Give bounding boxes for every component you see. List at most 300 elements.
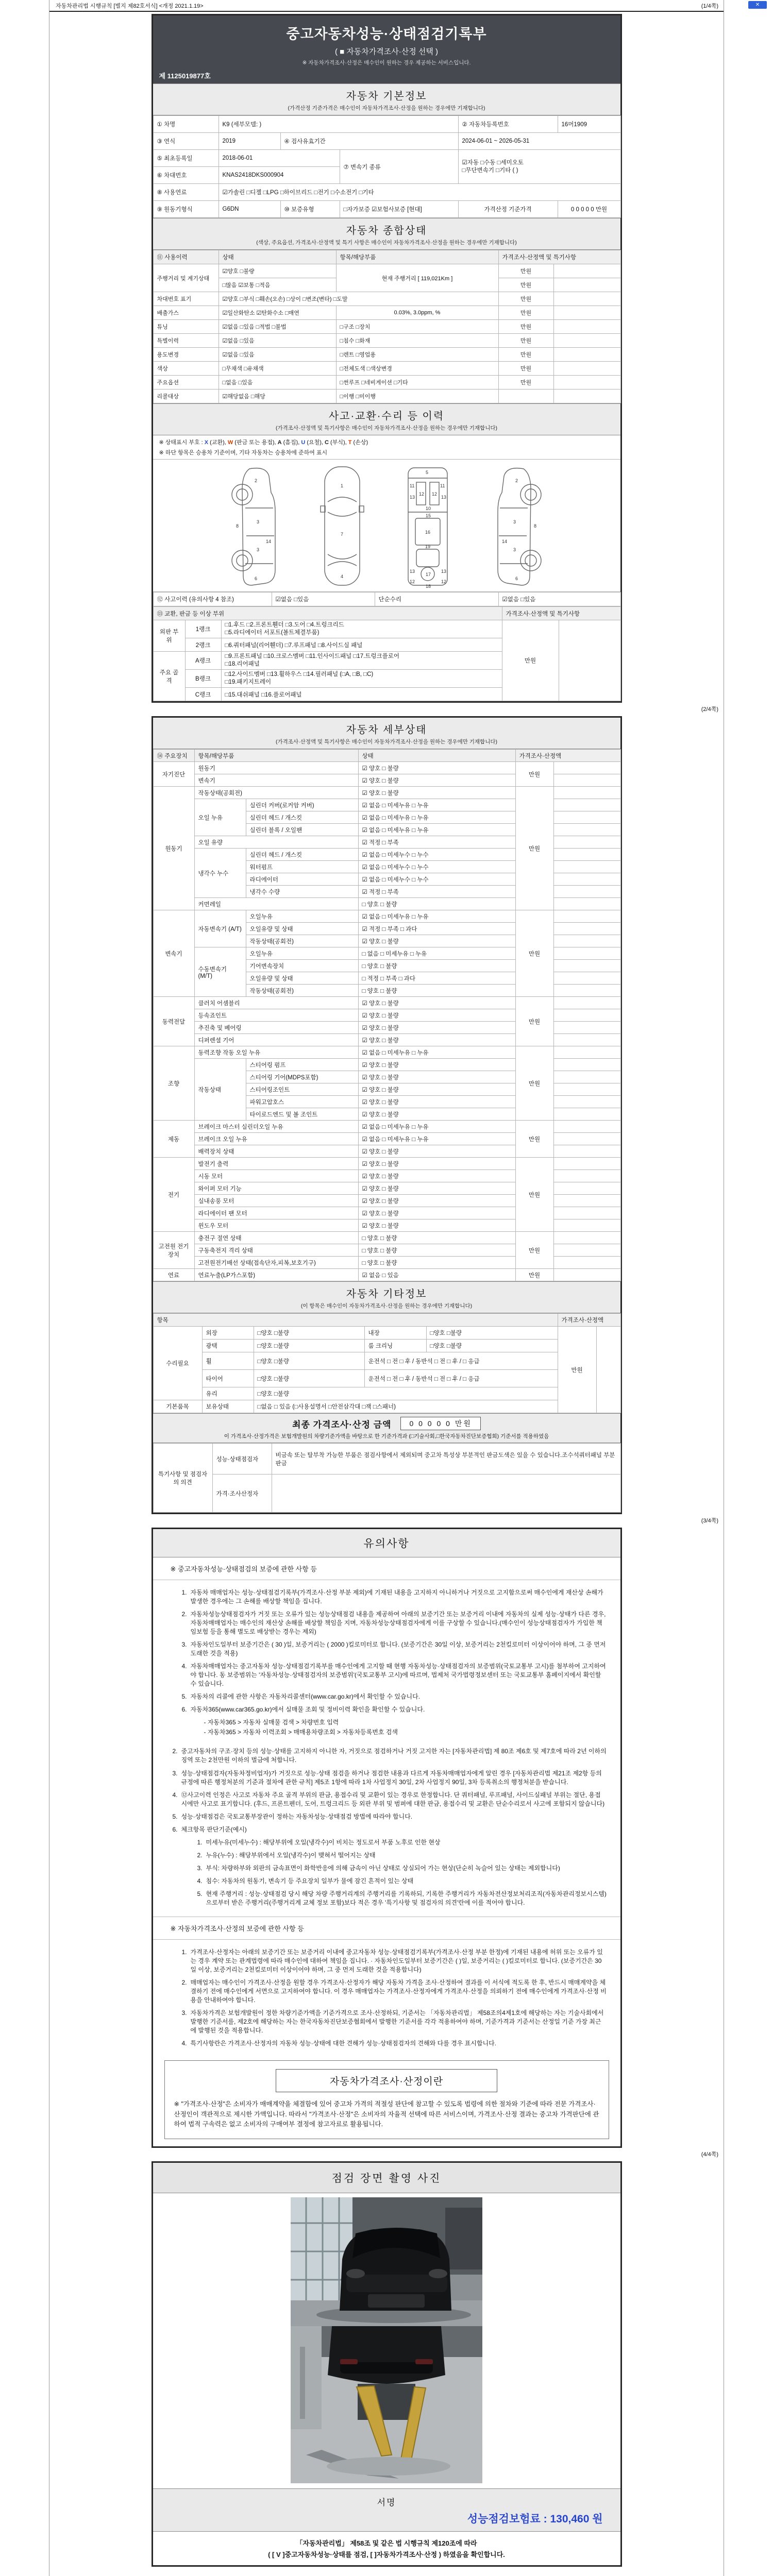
note-cell bbox=[553, 1121, 620, 1133]
notice-item: 5. 현재 주행거리 : 성능·상태점검 당시 해당 차량 주행거리계의 주행거리를 기록하되, 기록한 주행거리가 자동차전산정보처리조직(자동차관리정보시스템)으로부터 받은 주행거리(주행거리계 교체 정보 포함)보다 적은 경우 '특기사항 및 점검자의 의견'란에 이를 적어야 합니다. bbox=[197, 1890, 607, 1906]
note-cell bbox=[553, 1207, 620, 1219]
device-item-label: 냉각수 수량 bbox=[246, 886, 358, 898]
device-status-checkboxes: ☑ 양호 □ 불량 bbox=[358, 1059, 515, 1071]
inspection-photos bbox=[153, 2193, 620, 2485]
etc-info-table bbox=[153, 1313, 621, 1413]
legend-t: T bbox=[348, 439, 352, 446]
basic-subtitle: (가격산정 기준가격은 매수인이 자동차가격조사·산정을 원하는 경우에만 기재합니다) bbox=[288, 105, 485, 111]
device-item-label: 충전구 절연 상태 bbox=[194, 1232, 358, 1244]
note-cell bbox=[553, 1232, 620, 1244]
row-label: 주행거리 및 계기상태 bbox=[153, 264, 219, 292]
note-cell bbox=[553, 985, 620, 997]
transmission-line2: □무단변속기 □기타 ( ) bbox=[462, 167, 518, 174]
detail-section-header bbox=[153, 718, 620, 749]
device-status-checkboxes: ☑ 없음 □ 미세누유 □ 누유 bbox=[358, 811, 515, 824]
svg-text:12: 12 bbox=[441, 579, 447, 584]
price-cell: 만원 bbox=[515, 1232, 553, 1269]
price-cell: 만원 bbox=[515, 787, 553, 910]
col-header: 항목 bbox=[153, 1314, 558, 1327]
inspection-photo-front bbox=[291, 2197, 482, 2326]
device-item-label: 라디에이터 팬 모터 bbox=[194, 1207, 358, 1219]
svg-text:6: 6 bbox=[255, 576, 258, 581]
item-label: 외장 bbox=[202, 1327, 254, 1340]
row-label: 색상 bbox=[153, 362, 219, 376]
notice-list-1 bbox=[153, 1580, 620, 1743]
transmission-line1: ☑자동 □수동 □세미오토 bbox=[462, 159, 524, 166]
appraiser-opinion-text bbox=[272, 1475, 620, 1513]
field-label: ④ 검사유효기간 bbox=[280, 133, 458, 150]
note-cell bbox=[553, 389, 620, 403]
overall-state-table bbox=[153, 250, 621, 403]
notice-item: 3. 자동차가격은 보험개발원이 정한 차량기준가액을 기준가격으로 조사·산정하되, 기준서는 「자동차관리법」 제58조의4제1호에 해당하는 자는 기술사회에서 발행한 기준서를, 제2호에 해당하는 자는 한국자동차진단보증협회에서 발행한 기준서를 각각 적용하여야 하며, 기준가격과 기준서는 산정일 기준 가장 최근에 발행된 것을 적용합니다. bbox=[181, 2009, 604, 2035]
detail-state-table bbox=[153, 749, 621, 1281]
state-checkboxes: □많음 ☑보통 □적음 bbox=[219, 278, 336, 292]
col-header: 상태 bbox=[358, 750, 515, 762]
tire-position-checkboxes: 운전석 □ 전 □ 후 / 동반석 □ 전 □ 후 / □ 응급 bbox=[364, 1370, 558, 1387]
device-status-checkboxes: □ 없음 □ 미세누유 □ 누유 bbox=[358, 947, 515, 960]
legend-c: C bbox=[325, 439, 329, 446]
device-item-label: 실린더 커버(로커암 커버) bbox=[246, 799, 358, 811]
device-status-checkboxes: □ 양호 □ 불량 bbox=[358, 960, 515, 972]
repair-group-label: 수리필요 bbox=[153, 1327, 202, 1400]
field-label: ⑦ 변속기 종류 bbox=[340, 150, 458, 184]
rank-items-line: □12.사이드멤버 □13.휠하우스 □14.필러패널 (□A, □B, □C) bbox=[225, 671, 374, 677]
device-status-checkboxes: □ 양호 □ 불량 bbox=[358, 898, 515, 910]
basic-title: 자동차 기본정보 bbox=[346, 91, 427, 102]
note-cell bbox=[553, 1269, 620, 1281]
legend-prefix: ※ 상태표시 부호 : bbox=[159, 439, 205, 446]
transmission-checkboxes bbox=[458, 150, 620, 184]
state-checkboxes: ☑일산화탄소 ☑탄화수소 □매연 bbox=[219, 306, 336, 320]
device-group-label: 고전원 전기장치 bbox=[153, 1232, 194, 1269]
row-label: 용도변경 bbox=[153, 348, 219, 362]
device-status-checkboxes: □ 양호 □ 불량 bbox=[358, 1232, 515, 1244]
device-item-label: 디퍼렌셜 기어 bbox=[194, 1034, 358, 1046]
notice-item: 3. 자동차인도일부터 보증기간은 ( 30 )일, 보증거리는 ( 2000 )킬로미터로 합니다. (보증기간은 30일 이상, 보증거리는 2천킬로미터 이상이어야 하며, 그 중 먼저 도래한 것을 적용) bbox=[181, 1641, 606, 1657]
plate-number-value: 16머1909 bbox=[558, 116, 620, 133]
state-checkboxes: □양호 □불량 bbox=[254, 1327, 364, 1340]
device-status-checkboxes: ☑ 양호 □ 불량 bbox=[358, 1083, 515, 1096]
item-checkboxes: □썬루프 □네비게이션 □기타 bbox=[336, 376, 498, 389]
device-item-label: 실내송풍 모터 bbox=[194, 1195, 358, 1207]
item-checkboxes: □이행 □미이행 bbox=[336, 389, 498, 403]
notice-item: 4. ⑫사고이력 인정은 사고로 자동차 주요 골격 부위의 판금, 용접수리 및 교환이 있는 경우로 한정합니다. 단 쿼터패널, 루프패널, 사이드실패널 부위는 절단, 용접 시에만 사고로 표기합니다. (후드, 프론트펜더, 도어, 트렁크리드 등 외판 부위 및 범퍼에 대한 판금, 용접수리 및 교환은 단순수리로서 사고에 포함되지 않습니다) bbox=[172, 1791, 605, 1807]
device-subgroup-label: 작동상태 bbox=[194, 1059, 246, 1121]
device-status-checkboxes: □ 양호 □ 불량 bbox=[358, 985, 515, 997]
document-number: 제 1125019877호 bbox=[159, 72, 211, 80]
car-side-right-view bbox=[488, 463, 543, 589]
document-viewer bbox=[49, 0, 724, 2576]
vin-value: KNAS2418DKS000904 bbox=[219, 167, 340, 184]
note-cell bbox=[553, 811, 620, 824]
price-cell: 만원 bbox=[498, 320, 553, 334]
basic-section-header bbox=[153, 83, 620, 115]
detail-title: 자동차 세부상태 bbox=[346, 724, 427, 736]
legend-a-desc: (흠집), bbox=[281, 439, 301, 446]
title-band bbox=[153, 15, 620, 83]
device-status-checkboxes: ☑ 양호 □ 불량 bbox=[358, 1182, 515, 1195]
device-status-checkboxes: ☑ 양호 □ 불량 bbox=[358, 1219, 515, 1232]
rank-items-line: □19.패키지트레이 bbox=[225, 679, 272, 685]
confirmation-line1: 「자동차관리법」 제58조 및 같은 법 시행규칙 제120조에 따라 bbox=[296, 2539, 477, 2548]
device-status-checkboxes: ☑ 적정 □ 부족 □ 과다 bbox=[358, 923, 515, 935]
legend-u-desc: (요철), bbox=[305, 439, 325, 446]
rank-items: □6.쿼터패널(리어휀더) □7.루프패널 □8.사이드실 패널 bbox=[221, 638, 502, 652]
svg-text:2: 2 bbox=[255, 478, 258, 483]
emission-values: 0.03%, 3.0ppm, % bbox=[336, 306, 498, 320]
svg-text:19: 19 bbox=[425, 544, 431, 549]
device-status-checkboxes: ☑ 양호 □ 불량 bbox=[358, 1034, 515, 1046]
device-status-checkboxes: ☑ 없음 □ 미세누유 □ 누유 bbox=[358, 1121, 515, 1133]
legend-t-desc: (손상) bbox=[351, 439, 368, 446]
price-cell: 만원 bbox=[498, 362, 553, 376]
device-status-checkboxes: ☑ 양호 □ 불량 bbox=[358, 774, 515, 787]
overall-title: 자동차 종합상태 bbox=[346, 225, 427, 236]
col-header: 가격조사·산정액 bbox=[515, 750, 620, 762]
final-price-value: 0 0 0 0 0 만원 bbox=[400, 1417, 480, 1430]
rank-items bbox=[221, 652, 502, 670]
q13-label: ⑬ 교환, 판금 등 이상 부위 bbox=[153, 607, 502, 620]
note-cell bbox=[553, 1170, 620, 1182]
form-meta-bar bbox=[49, 0, 724, 12]
note-cell bbox=[596, 1327, 620, 1413]
appraisal-definition-title: 자동차가격조사·산정이란 bbox=[276, 2069, 497, 2092]
notice-item: 4. 침수: 자동차의 원동기, 변속기 등 주요장치 일부가 물에 잠긴 흔적이 있는 상태 bbox=[197, 1877, 414, 1885]
price-cell bbox=[498, 389, 553, 403]
final-price-band bbox=[153, 1413, 620, 1443]
page-marker-4: (4/4쪽) bbox=[701, 2151, 718, 2158]
legend-w: W bbox=[227, 439, 233, 446]
device-status-checkboxes: ☑ 양호 □ 불량 bbox=[358, 1195, 515, 1207]
price-cell: 만원 bbox=[498, 376, 553, 389]
note-cell bbox=[553, 898, 620, 910]
device-item-label: 오일누유 bbox=[246, 947, 358, 960]
price-cell: 만원 bbox=[502, 620, 559, 701]
device-item-label: 작동상태(공회전) bbox=[194, 787, 358, 799]
col-header: 항목/해당부품 bbox=[336, 250, 498, 264]
notice-item: 1. 자동차 매매업자는 성능·상태점검기록부(가격조사·산정 부분 제외)에 기재된 내용을 고지하지 아니하거나 거짓으로 고지함으로써 매수인에게 재산상 손해가 발생한 경우에는 그 손해를 배상할 책임을 집니다. bbox=[181, 1589, 603, 1605]
device-item-label: 등속죠인트 bbox=[194, 1009, 358, 1022]
device-item-label: 구동축전지 격리 상태 bbox=[194, 1244, 358, 1257]
device-status-checkboxes: ☑ 없음 □ 미세누유 □ 누유 bbox=[358, 799, 515, 811]
price-cell: 만원 bbox=[515, 1046, 553, 1121]
notice-item: 5. 성능·상태점검은 국토교통부장관이 정하는 자동차성능·상태점검 방법에 따라야 합니다. bbox=[172, 1812, 413, 1820]
col-header: ⑭ 주요장치 bbox=[153, 750, 194, 762]
state-checkboxes: ☑양호 □부식 □훼손(오손) □상이 □변조(변타) □도말 bbox=[219, 292, 498, 306]
page-2 bbox=[152, 716, 622, 1514]
device-item-label: 작동상태(공회전) bbox=[246, 935, 358, 947]
page-4 bbox=[152, 2161, 622, 2566]
price-cell: 만원 bbox=[498, 306, 553, 320]
svg-text:4: 4 bbox=[341, 574, 344, 579]
device-item-label: 와이퍼 모터 기능 bbox=[194, 1182, 358, 1195]
simple-repair-checkboxes: ☑없음 □있음 bbox=[498, 592, 620, 606]
device-status-checkboxes: ☑ 없음 □ 미세누수 □ 누수 bbox=[358, 873, 515, 886]
row-label: 주요옵션 bbox=[153, 376, 219, 389]
device-item-label: 추진축 및 베어링 bbox=[194, 1022, 358, 1034]
rank-items bbox=[221, 670, 502, 688]
device-item-label: 브레이크 오일 누유 bbox=[194, 1133, 358, 1145]
appraisal-definition-text: ※ "가격조사·산정"은 소비자가 매매계약을 체결함에 있어 중고차 가격의 적절성 판단에 참고할 수 있도록 법령에 의한 절차와 기준에 따라 전문 가격조사·산정인이 객관적으로 제시한 가액입니다. 따라서 "가격조사·산정"은 소비자의 자율적 선택에 따른 서비스이며, 가격조사·산정 결과는 중고차 가격판단에 관하여 법적 구속력은 없고 소비자의 구매여부 결정에 참고자료로 활용됩니다. bbox=[174, 2100, 599, 2128]
col-header: 항목/해당부품 bbox=[194, 750, 358, 762]
device-item-label: 고전원전기배선 상태(접속단자,피복,보호기구) bbox=[194, 1257, 358, 1269]
note-cell bbox=[553, 910, 620, 923]
device-status-checkboxes: ☑ 양호 □ 불량 bbox=[358, 1071, 515, 1083]
item-label: 휠 bbox=[202, 1352, 254, 1370]
item-checkboxes: □렌트 □영업용 bbox=[336, 348, 498, 362]
overall-subtitle: (색상, 주요옵션, 가격조사·산정액 및 특기 사항은 매수인이 자동차가격조사·산정을 원하는 경우에만 기재합니다) bbox=[256, 240, 517, 246]
etc-title: 자동차 기타정보 bbox=[346, 1289, 427, 1300]
inspection-photo-rear-lift bbox=[291, 2326, 482, 2483]
car-side-left-view bbox=[230, 463, 285, 589]
base-price-value: 0 0 0 0 0 만원 bbox=[558, 201, 620, 218]
wheel-position-checkboxes: 운전석 □ 전 □ 후 / 동반석 □ 전 □ 후 / □ 응급 bbox=[364, 1352, 558, 1370]
item-label: 광택 bbox=[202, 1340, 254, 1352]
note-cell bbox=[553, 1244, 620, 1257]
notice-item: 3. 성능·상태점검자(자동차정비업자)가 거짓으로 성능·상태 점검을 하거나 점검한 내용과 다르게 자동차매매업자에게 알린 경우 [자동차관리법 제21조 제2항 등의 규정에 따른 행정처분의 기준과 절차에 관한 규칙] 제5조 1항에 따라 1차 사업정지 30일, 2차 사업정지 90일, 3차 등록취소의 행정처분을 받습니다. bbox=[172, 1769, 602, 1786]
field-label: ⑩ 보증유형 bbox=[280, 201, 340, 218]
device-item-label: 배력장치 상태 bbox=[194, 1145, 358, 1158]
device-item-label: 스티어링조인트 bbox=[246, 1083, 358, 1096]
group-outer-label: 외판 부위 bbox=[153, 620, 185, 652]
notice-item: - 자동차365 > 자동차 이력조회 > 매매용차량조회 > 자동차등록번호 검색 bbox=[204, 1728, 398, 1736]
note-cell bbox=[553, 762, 620, 774]
note-cell bbox=[553, 334, 620, 348]
price-cell: 만원 bbox=[515, 1158, 553, 1232]
device-item-label: 실린더 헤드 / 개스킷 bbox=[246, 811, 358, 824]
price-cell: 만원 bbox=[515, 1269, 553, 1281]
device-status-checkboxes: ☑ 양호 □ 불량 bbox=[358, 1096, 515, 1108]
accident-title: 사고·교환·수리 등 이력 bbox=[328, 411, 445, 422]
item-label: 보유상태 bbox=[202, 1400, 254, 1413]
device-group-label: 연료 bbox=[153, 1269, 194, 1281]
field-label: ⑧ 사용연료 bbox=[153, 184, 219, 201]
note-cell bbox=[553, 972, 620, 985]
note-cell bbox=[553, 362, 620, 376]
state-checkboxes: □양호 □불량 bbox=[254, 1387, 558, 1400]
device-item-label: 브레이크 마스터 실린더오일 누유 bbox=[194, 1121, 358, 1133]
state-checkboxes: □양호 □불량 bbox=[254, 1370, 364, 1387]
device-status-checkboxes: □ 양호 □ 불량 bbox=[358, 1257, 515, 1269]
confirmation-line2: ( [ V ]중고자동차성능·상태를 점검, [ ]자동차가격조사·산정 ) 하였음을 확인합니다. bbox=[268, 2551, 505, 2559]
item-checkboxes: □침수 □화재 bbox=[336, 334, 498, 348]
device-status-checkboxes: ☑ 양호 □ 불량 bbox=[358, 1108, 515, 1121]
device-status-checkboxes: ☑ 양호 □ 불량 bbox=[358, 762, 515, 774]
price-cell: 만원 bbox=[515, 997, 553, 1046]
legend-c-desc: (부식), bbox=[328, 439, 348, 446]
note-cell bbox=[553, 1133, 620, 1145]
rank-items-line: □5.라디에이터 서포트(볼트체결부품) bbox=[225, 630, 320, 636]
note-cell bbox=[553, 1219, 620, 1232]
note-cell bbox=[553, 1108, 620, 1121]
svg-text:3: 3 bbox=[257, 547, 260, 552]
device-item-label: 오일누유 bbox=[246, 910, 358, 923]
legend-note2: ※ 하단 항목은 승용차 기준이며, 기타 자동차는 승용차에 준하여 표시 bbox=[159, 450, 328, 456]
price-cell: 만원 bbox=[498, 278, 553, 292]
notice-list-2 bbox=[153, 1747, 620, 1916]
note-cell bbox=[553, 1195, 620, 1207]
svg-text:17: 17 bbox=[426, 572, 431, 577]
note-cell bbox=[553, 320, 620, 334]
device-group-label: 제동 bbox=[153, 1121, 194, 1158]
page-1 bbox=[152, 14, 622, 703]
first-registration-value: 2018-06-01 bbox=[219, 150, 340, 167]
note-cell bbox=[553, 1257, 620, 1269]
field-label: ② 자동차등록번호 bbox=[458, 116, 558, 133]
svg-text:10: 10 bbox=[426, 506, 431, 511]
state-checkboxes: ☑양호 □불량 bbox=[219, 264, 336, 278]
state-checkboxes: ☑없음 □있음 bbox=[219, 348, 336, 362]
device-status-checkboxes: ☑ 없음 □ 있음 bbox=[358, 1269, 515, 1281]
legend-u: U bbox=[301, 439, 306, 446]
notice-item: 6. 자동차365(www.car365.go.kr)에서 실매물 조회 및 정비이력 확인을 확인할 수 있습니다. bbox=[181, 1706, 425, 1714]
device-status-checkboxes: ☑ 없음 □ 미세누유 □ 누유 bbox=[358, 824, 515, 836]
etc-subtitle: (이 항목은 매수인이 자동차가격조사·산정을 원하는 경우에만 기재합니다) bbox=[300, 1303, 473, 1309]
svg-text:11: 11 bbox=[410, 483, 415, 488]
legend-w-desc: (판금 또는 용접), bbox=[233, 439, 278, 446]
price-cell: 만원 bbox=[515, 762, 553, 787]
appraiser-label: 가격·조사산정자 bbox=[212, 1475, 272, 1513]
inspector-opinion-text: 비금속 또는 탈부착 가능한 부품은 점검사항에서 제외되며 중고차 특성상 부분적인 판금도색은 있을 수 있습니다.조수석쿼터패널 부분판금 bbox=[272, 1444, 620, 1475]
final-price-note: 이 가격조사·산정가격은 보험개발원의 차량기준가액을 바탕으로 한 기준가격과 (□기술사회,□한국자동차진단보증협회) 기준서를 적용하였음 bbox=[224, 1433, 549, 1439]
state-checkboxes: □양호 □불량 bbox=[426, 1327, 558, 1340]
notice-item: 3. 부식: 차량하부와 외판의 금속표면이 화학반응에 의해 금속이 아닌 상태로 상실되어 가는 현상(단순히 녹슬어 있는 상태는 제외합니다) bbox=[197, 1864, 560, 1872]
device-item-label: 실린더 헤드 / 개스킷 bbox=[246, 849, 358, 861]
signature-title: 서명 bbox=[377, 2498, 396, 2508]
svg-text:6: 6 bbox=[515, 576, 518, 581]
rank-label: A랭크 bbox=[185, 652, 221, 670]
notice-item: 6. 체크항목 판단기준(예시) bbox=[172, 1825, 247, 1833]
price-cell: 만원 bbox=[498, 348, 553, 362]
page-marker-3: (3/4쪽) bbox=[701, 1518, 718, 1524]
note-cell bbox=[553, 774, 620, 787]
rank-label: 2랭크 bbox=[185, 638, 221, 652]
svg-text:5: 5 bbox=[426, 470, 429, 475]
price-cell: 만원 bbox=[558, 1327, 596, 1413]
device-item-label: 변속기 bbox=[194, 774, 358, 787]
page-3 bbox=[152, 1528, 622, 2148]
item-checkboxes: □전체도색 □색상변경 bbox=[336, 362, 498, 376]
device-item-label: 오일유량 및 상태 bbox=[246, 972, 358, 985]
title-note: ※ 자동차가격조사·산정은 매수인이 원하는 경우 제공하는 서비스입니다. bbox=[302, 60, 471, 66]
item-label: 타이어 bbox=[202, 1370, 254, 1387]
state-checkboxes: □양호 □불량 bbox=[254, 1352, 364, 1370]
price-cell: 만원 bbox=[515, 910, 553, 997]
notice-item: - 자동차365 > 자동차 실매물 검색 > 차량번호 입력 bbox=[204, 1719, 339, 1726]
final-price-label: 최종 가격조사·산정 금액 bbox=[292, 1419, 392, 1430]
device-item-label: 동력조향 작동 오일 누유 bbox=[194, 1046, 358, 1059]
device-status-checkboxes: ☑ 없음 □ 미세누유 □ 누유 bbox=[358, 1133, 515, 1145]
device-group-label: 원동기 bbox=[153, 787, 194, 910]
note-cell bbox=[553, 1145, 620, 1158]
device-item-label: 오일 유량 bbox=[194, 836, 358, 849]
note-cell bbox=[553, 1071, 620, 1083]
field-label: ③ 연식 bbox=[153, 133, 219, 150]
note-cell bbox=[553, 292, 620, 306]
note-cell bbox=[553, 861, 620, 873]
q13-price-header: 가격조사·산정액 및 특기사항 bbox=[502, 607, 620, 620]
device-status-checkboxes: □ 적정 □ 부족 □ 과다 bbox=[358, 972, 515, 985]
svg-text:13: 13 bbox=[441, 495, 447, 500]
page-title: 중고자동차성능·상태점검기록부 bbox=[286, 26, 487, 42]
note-cell bbox=[553, 787, 620, 799]
item-checkboxes: □구조 □장치 bbox=[336, 320, 498, 334]
note-cell bbox=[553, 997, 620, 1009]
notice-item: 2. 중고자동차의 구조·장치 등의 성능·상태를 고지하지 아니한 자, 거짓으로 점검하거나 거짓 고지한 자는 [자동차관리법] 제 80조 제6호 및 제7호에 따라 2년 이하의 징역 또는 2천만원 이하의 벌금에 처합니다. bbox=[172, 1748, 607, 1764]
rank-items-line: □1.후드 □2.프론트휀더 □3.도어 □4.트렁크리드 bbox=[225, 622, 344, 628]
device-subgroup-label: 자동변속기 (A/T) bbox=[194, 910, 246, 947]
note-cell bbox=[553, 1022, 620, 1034]
simple-repair-label: 단순수리 bbox=[375, 592, 498, 606]
svg-text:3: 3 bbox=[257, 519, 260, 524]
item-label: 유리 bbox=[202, 1387, 254, 1400]
item-label: 룸 크리닝 bbox=[364, 1340, 426, 1352]
svg-text:3: 3 bbox=[513, 547, 516, 552]
page-marker-2: (2/4쪽) bbox=[701, 706, 718, 713]
row-label: 리콜대상 bbox=[153, 389, 219, 403]
notice-item: 5. 자동차의 리콜에 관한 사항은 자동차리콜센터(www.car.go.kr)에서 확인할 수 있습니다. bbox=[181, 1693, 421, 1701]
state-code-legend bbox=[153, 435, 620, 460]
rank-label: B랭크 bbox=[185, 670, 221, 688]
row-label: 튜닝 bbox=[153, 320, 219, 334]
svg-text:15: 15 bbox=[426, 513, 431, 518]
accident-section-header bbox=[153, 403, 620, 435]
device-status-checkboxes: ☑ 양호 □ 불량 bbox=[358, 935, 515, 947]
device-group-label: 전기 bbox=[153, 1158, 194, 1232]
device-status-checkboxes: ☑ 양호 □ 불량 bbox=[358, 1158, 515, 1170]
device-item-label: 스티어링 기어(MDPS포함) bbox=[246, 1071, 358, 1083]
col-header: 가격조사·산정액 bbox=[558, 1314, 620, 1327]
item-label: 내장 bbox=[364, 1327, 426, 1340]
note-cell bbox=[553, 923, 620, 935]
device-item-label: 오일유량 및 상태 bbox=[246, 923, 358, 935]
device-item-label: 클러치 어셈블리 bbox=[194, 997, 358, 1009]
rank-label: C랭크 bbox=[185, 688, 221, 701]
field-label: ⑥ 차대번호 bbox=[153, 167, 219, 184]
mileage-value: 현재 주행거리 [ 119,021Km ] bbox=[336, 264, 498, 292]
notice-section2-header: ※ 자동차가격조사·산정의 보증에 관한 사항 등 bbox=[153, 1917, 620, 1940]
row-label: 특별이력 bbox=[153, 334, 219, 348]
device-item-label: 기어변속장치 bbox=[246, 960, 358, 972]
note-cell bbox=[553, 1059, 620, 1071]
svg-text:13: 13 bbox=[441, 569, 447, 574]
legend-a: A bbox=[277, 439, 282, 446]
fuel-checkboxes: ☑가솔린 □디젤 □LPG □하이브리드 □전기 □수소전기 □기타 bbox=[219, 184, 620, 201]
svg-text:3: 3 bbox=[513, 519, 516, 524]
detail-subtitle: (가격조사·산정액 및 특기사항은 매수인이 자동차가격조사·산정을 원하는 경우에만 기재합니다) bbox=[276, 739, 497, 745]
device-item-label: 윈도우 모터 bbox=[194, 1219, 358, 1232]
close-icon[interactable]: ✕ bbox=[748, 1, 767, 9]
note-cell bbox=[553, 1034, 620, 1046]
device-subgroup-label: 오일 누유 bbox=[194, 799, 246, 836]
note-cell bbox=[553, 1083, 620, 1096]
state-checkboxes: ☑없음 □있음 □적법 □불법 bbox=[219, 320, 336, 334]
device-status-checkboxes: ☑ 양호 □ 불량 bbox=[358, 1145, 515, 1158]
rank-items: □15.대쉬패널 □16.플로어패널 bbox=[221, 688, 502, 701]
state-checkboxes: ☑해당없음 □해당 bbox=[219, 389, 336, 403]
notice-item: 1. 미세누유(미세누수) : 해당부위에 오일(냉각수)이 비치는 정도로서 부품 노후로 인한 현상 bbox=[197, 1838, 441, 1846]
device-subgroup-label: 냉각수 누수 bbox=[194, 849, 246, 898]
car-bottom-view bbox=[399, 463, 457, 589]
device-item-label: 타이로드엔드 및 볼 조인트 bbox=[246, 1108, 358, 1121]
col-header: 가격조사·산정액 및 특기사항 bbox=[498, 250, 620, 264]
note-cell bbox=[553, 935, 620, 947]
accident-history-row bbox=[153, 592, 621, 606]
svg-text:18: 18 bbox=[426, 584, 431, 589]
note-cell bbox=[553, 836, 620, 849]
note-cell bbox=[559, 620, 620, 701]
notice-section1-header: ※ 중고자동차성능·상태점검의 보증에 관한 사항 등 bbox=[153, 1557, 620, 1580]
